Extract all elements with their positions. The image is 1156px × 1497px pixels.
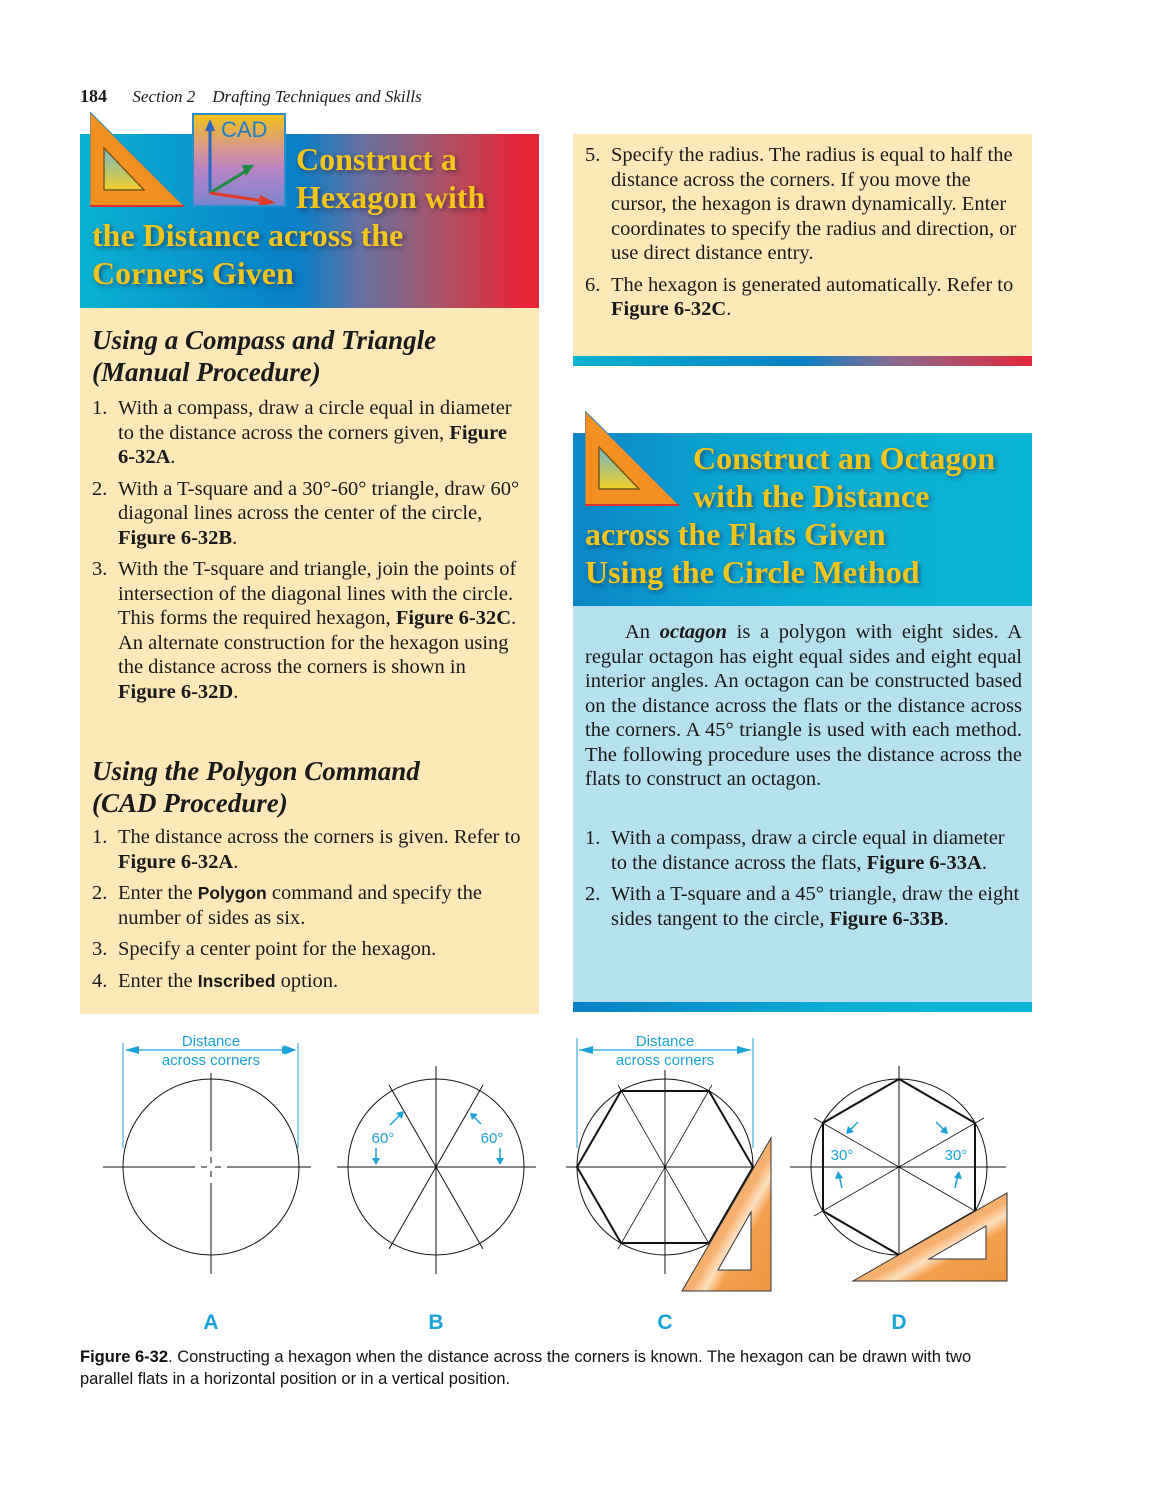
- dim-label: Distance: [635, 1033, 695, 1050]
- heading-line: (Manual Procedure): [92, 357, 321, 387]
- section-title: Section 2 Drafting Techniques and Skills: [132, 87, 422, 106]
- step-text: . An alternate construction for the hexagon using the distance across the corners is shown in: [118, 607, 517, 678]
- page-number: 184: [80, 86, 107, 106]
- step-text: Enter the: [118, 969, 198, 992]
- title-line: Construct an Octagon: [693, 440, 996, 476]
- step-text: option.: [275, 969, 339, 992]
- octagon-steps: [573, 826, 1023, 938]
- dim-label: across corners: [161, 1052, 261, 1069]
- step-text: command and specify the number of sides as six.: [118, 882, 482, 929]
- hexagon-procedure-box: [80, 117, 539, 1014]
- angle-label: 60°: [371, 1130, 395, 1147]
- hexagon-title-part1: [296, 140, 485, 216]
- figure-ref: Figure 6-32C: [395, 607, 512, 629]
- manual-procedure-heading: [92, 324, 436, 388]
- panel-label-b: B: [428, 1311, 444, 1334]
- step-text: With the T-square and triangle, join the points of intersection of the diagonal lines with the circle. This forms the required hexagon,: [118, 558, 517, 629]
- step-text: .: [232, 526, 238, 549]
- step-text: .: [726, 298, 732, 320]
- panel-label-c: C: [657, 1311, 673, 1334]
- title-line: Construct a: [296, 141, 457, 177]
- figure-ref: Figure 6-32D: [118, 680, 234, 703]
- body-text: is a polygon with eight sides. A regular octagon has eight equal sides and eight equal interior angles. An octagon can be constructed based on the distance across the flats or the distance across the corners. A 45° triangle is used with each method. The following procedure uses the distance across the flats to construct an octagon.: [585, 621, 1022, 790]
- step-text: Specify a center point for the hexagon.: [118, 938, 437, 960]
- step-text: Enter the: [118, 882, 198, 904]
- octagon-title-part2: [585, 515, 919, 591]
- figure-6-32: [80, 1020, 1040, 1340]
- figure-ref: Figure 6-33B: [829, 907, 944, 930]
- heading-line: Using a Compass and Triangle: [92, 325, 437, 355]
- angle-label: 30°: [830, 1147, 854, 1164]
- step-text: With a compass, draw a circle equal in diameter to the distance across the flats,: [611, 827, 1005, 874]
- running-head: [80, 86, 422, 107]
- panel-b-diagram: [337, 1066, 536, 1334]
- dim-label: across corners: [615, 1052, 715, 1069]
- list-item: [80, 477, 528, 551]
- caption-text: . Constructing a hexagon when the distance across the corners is known. The hexagon can be drawn with two parallel flats in a horizontal position or in a vertical position.: [80, 1348, 972, 1388]
- heading-line: (CAD Procedure): [92, 788, 288, 818]
- list-item: [573, 143, 1023, 266]
- defined-term: octagon: [659, 621, 727, 643]
- step-text: .: [170, 446, 176, 468]
- angle-label: 60°: [480, 1130, 504, 1147]
- step-number: 1.: [92, 826, 108, 848]
- title-line: Hexagon with: [296, 179, 486, 215]
- triangle-icon: [585, 411, 681, 507]
- step-text: With a compass, draw a circle equal in diameter to the distance across the corners given,: [118, 397, 512, 444]
- step-number: 4.: [92, 969, 108, 992]
- step-number: 1.: [92, 397, 108, 419]
- gradient-divider: [573, 1002, 1032, 1012]
- cad-axes-icon: [192, 113, 286, 207]
- body-text: An: [625, 621, 660, 643]
- step-text: .: [233, 680, 239, 703]
- gradient-divider: [573, 356, 1032, 366]
- figure-ref: Figure 6-32A: [118, 421, 508, 468]
- list-item: [573, 882, 1023, 931]
- step-number: 2.: [92, 477, 108, 500]
- list-item: [573, 273, 1023, 322]
- panel-label-a: A: [203, 1311, 219, 1334]
- step-number: 6.: [585, 273, 601, 296]
- octagon-intro-paragraph: [585, 620, 1022, 792]
- figure-ref: Figure 6-33A: [866, 851, 982, 874]
- step-number: 2.: [92, 882, 108, 904]
- step-number: 1.: [585, 827, 601, 849]
- title-line: Corners Given: [92, 255, 294, 291]
- step-text: .: [943, 907, 949, 930]
- angle-label: 30°: [944, 1147, 968, 1164]
- panel-d-diagram: [790, 1066, 1007, 1334]
- cad-badge-label: CAD: [221, 117, 268, 142]
- title-line: Using the Circle Method: [585, 554, 920, 590]
- figure-ref: Figure 6-32B: [118, 526, 233, 549]
- panel-c-diagram: [566, 1033, 771, 1334]
- title-line: with the Distance: [693, 478, 930, 514]
- step-number: 3.: [92, 938, 108, 960]
- heading-line: Using the Polygon Command: [92, 756, 420, 786]
- step-text: With a T-square and a 45° triangle, draw the eight sides tangent to the circle,: [611, 883, 1020, 930]
- list-item: [80, 969, 528, 994]
- list-item: [80, 825, 528, 874]
- step-text: .: [981, 851, 987, 874]
- command-name: Polygon: [197, 883, 267, 903]
- step-text: .: [233, 850, 239, 873]
- caption-figure-ref: Figure 6-32: [80, 1348, 169, 1366]
- step-text: With a T-square and a 30°-60° triangle, draw 60° diagonal lines across the center of the circle,: [118, 477, 520, 524]
- manual-steps: [80, 396, 528, 711]
- octagon-title-part1: [693, 439, 995, 515]
- step-text: The hexagon is generated automatically. Refer to: [611, 273, 1014, 296]
- command-name: Inscribed: [197, 970, 276, 991]
- title-line: across the Flats Given: [585, 516, 886, 552]
- step-text: The distance across the corners is given. Refer to: [118, 826, 521, 848]
- title-line: the Distance across the: [92, 217, 404, 253]
- hexagon-title-part2: [92, 216, 403, 292]
- figure-ref: Figure 6-32A: [118, 850, 234, 873]
- figure-ref: Figure 6-32C: [611, 298, 727, 320]
- hexagon-procedure-continued: [573, 134, 1032, 366]
- step-text: Specify the radius. The radius is equal to half the distance across the corners. If you move the cursor, the hexagon is drawn dynamically. Enter coordinates to specify the radius and direction, or use direct distance entry.: [611, 144, 1017, 264]
- list-item: [80, 881, 528, 930]
- list-item: [80, 396, 528, 470]
- octagon-procedure-box: [573, 433, 1032, 1012]
- step-number: 3.: [92, 558, 108, 580]
- list-item: [80, 937, 528, 962]
- step-number: 5.: [585, 144, 601, 166]
- panel-a-diagram: [103, 1033, 311, 1334]
- list-item: [573, 826, 1023, 875]
- panel-label-d: D: [891, 1311, 907, 1334]
- figure-caption: [80, 1346, 1000, 1390]
- cad-steps-continued: [573, 143, 1023, 329]
- cad-procedure-heading: [92, 755, 420, 819]
- list-item: [80, 557, 528, 704]
- triangle-icon: [90, 112, 186, 208]
- step-number: 2.: [585, 883, 601, 905]
- cad-steps: [80, 825, 528, 1000]
- dim-label: Distance: [181, 1033, 241, 1050]
